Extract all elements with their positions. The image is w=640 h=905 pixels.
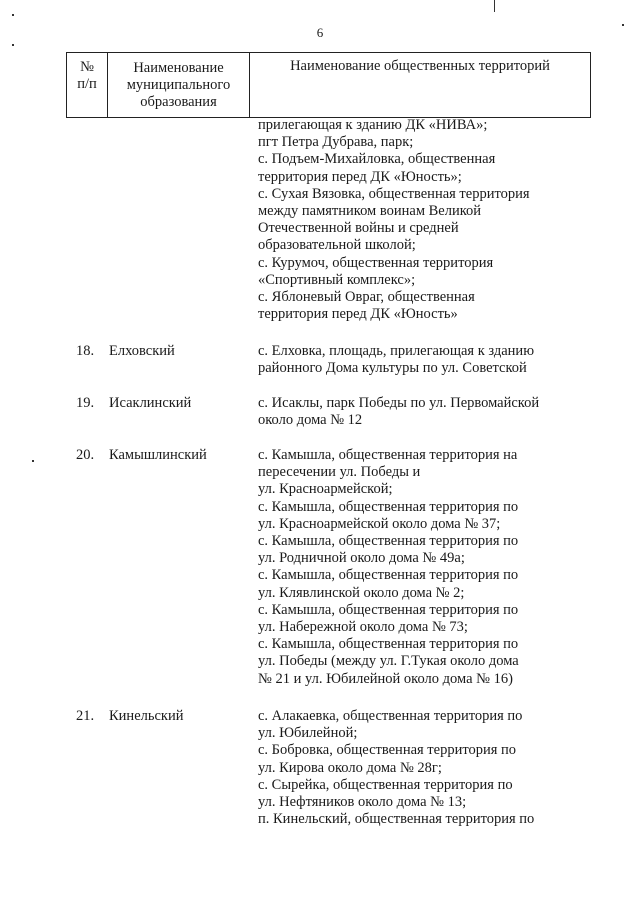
territory-line: пересечении ул. Победы и — [258, 464, 421, 481]
scan-speck — [12, 44, 14, 46]
territory-line: «Спортивный комплекс»; — [258, 271, 416, 288]
header-municipality-line: муниципального — [126, 77, 231, 93]
territory-line: с. Подъем-Михайловка, общественная — [258, 151, 496, 168]
territory-line: с. Камышла, общественная территория по — [258, 498, 519, 515]
row-number: 19. — [76, 395, 95, 411]
municipality-name: Елховский — [109, 343, 175, 359]
territory-line: ул. Юбилейной; — [258, 725, 358, 742]
territory-line: с. Камышла, общественная территория по — [258, 533, 519, 550]
header-number-line: № — [80, 59, 94, 75]
municipality-name: Исаклинский — [109, 395, 192, 411]
territory-line: Отечественной войны и средней — [258, 220, 459, 237]
territory-line: ул. Красноармейской; — [258, 481, 393, 498]
territory-line: образовательной школой; — [258, 237, 416, 254]
row-number: 21. — [76, 708, 95, 724]
territory-line: с. Камышла, общественная территория на — [258, 447, 518, 463]
territory-line: с. Яблоневый Овраг, общественная — [258, 289, 475, 306]
header-number-column — [67, 53, 108, 117]
territory-line: пгт Петра Дубрава, парк; — [258, 134, 414, 151]
territory-line: с. Исаклы, парк Победы по ул. Первомайской — [258, 395, 540, 411]
header-territory-line: Наименование общественных территорий — [290, 58, 550, 74]
territory-line: с. Камышла, общественная территория по — [258, 636, 519, 653]
territory-line: с. Бобровка, общественная территория по — [258, 742, 517, 759]
table-header — [66, 52, 591, 118]
territory-line: ул. Победы (между ул. Г.Тукая около дома — [258, 653, 519, 670]
header-number-line: п/п — [77, 76, 97, 92]
header-municipality-line: Наименование — [133, 60, 224, 76]
municipality-name: Кинельский — [109, 708, 184, 724]
territory-line: районного Дома культуры по ул. Советской — [258, 360, 527, 377]
header-municipality-line: образования — [140, 94, 217, 110]
territory-line: прилегающая к зданию ДК «НИВА»; — [258, 117, 488, 133]
territory-line: территория перед ДК «Юность» — [258, 306, 458, 323]
territory-line: с. Елховка, площадь, прилегающая к зданию — [258, 343, 535, 359]
territory-cell — [258, 117, 598, 323]
territory-line: ул. Кирова около дома № 28г; — [258, 759, 442, 776]
header-municipality-column — [108, 53, 250, 117]
scan-speck — [494, 0, 495, 12]
row-number: 18. — [76, 343, 95, 359]
territory-line: ул. Родничной около дома № 49а; — [258, 550, 465, 567]
territory-line: с. Курумоч, общественная территория — [258, 254, 494, 271]
territory-line: территория перед ДК «Юность»; — [258, 168, 462, 185]
territory-line: с. Камышла, общественная территория по — [258, 601, 519, 618]
territory-line: п. Кинельский, общественная территория по — [258, 811, 535, 828]
territory-line: с. Алакаевка, общественная территория по — [258, 708, 523, 724]
row-number: 20. — [76, 447, 95, 463]
territory-cell — [258, 447, 598, 688]
territory-line: около дома № 12 — [258, 412, 363, 429]
territory-line: с. Сырейка, общественная территория по — [258, 776, 513, 793]
territory-line: с. Сухая Вязовка, общественная территория — [258, 185, 530, 202]
territory-line: с. Камышла, общественная территория по — [258, 567, 519, 584]
municipality-name: Камышлинский — [109, 447, 207, 463]
territory-line: ул. Красноармейской около дома № 37; — [258, 515, 501, 532]
territory-line: ул. Набережной около дома № 73; — [258, 619, 468, 636]
scan-speck — [32, 460, 34, 462]
header-territory-column — [250, 53, 590, 117]
territory-line: ул. Клявлинской около дома № 2; — [258, 584, 465, 601]
territory-cell — [258, 395, 598, 429]
territory-cell — [258, 343, 598, 377]
territory-line: ул. Нефтяников около дома № 13; — [258, 794, 467, 811]
scan-speck — [12, 14, 14, 16]
territory-line: между памятником воинам Великой — [258, 203, 482, 220]
page-number: 6 — [316, 25, 324, 40]
territory-cell — [258, 708, 598, 828]
territory-line: № 21 и ул. Юбилейной около дома № 16) — [258, 670, 513, 687]
